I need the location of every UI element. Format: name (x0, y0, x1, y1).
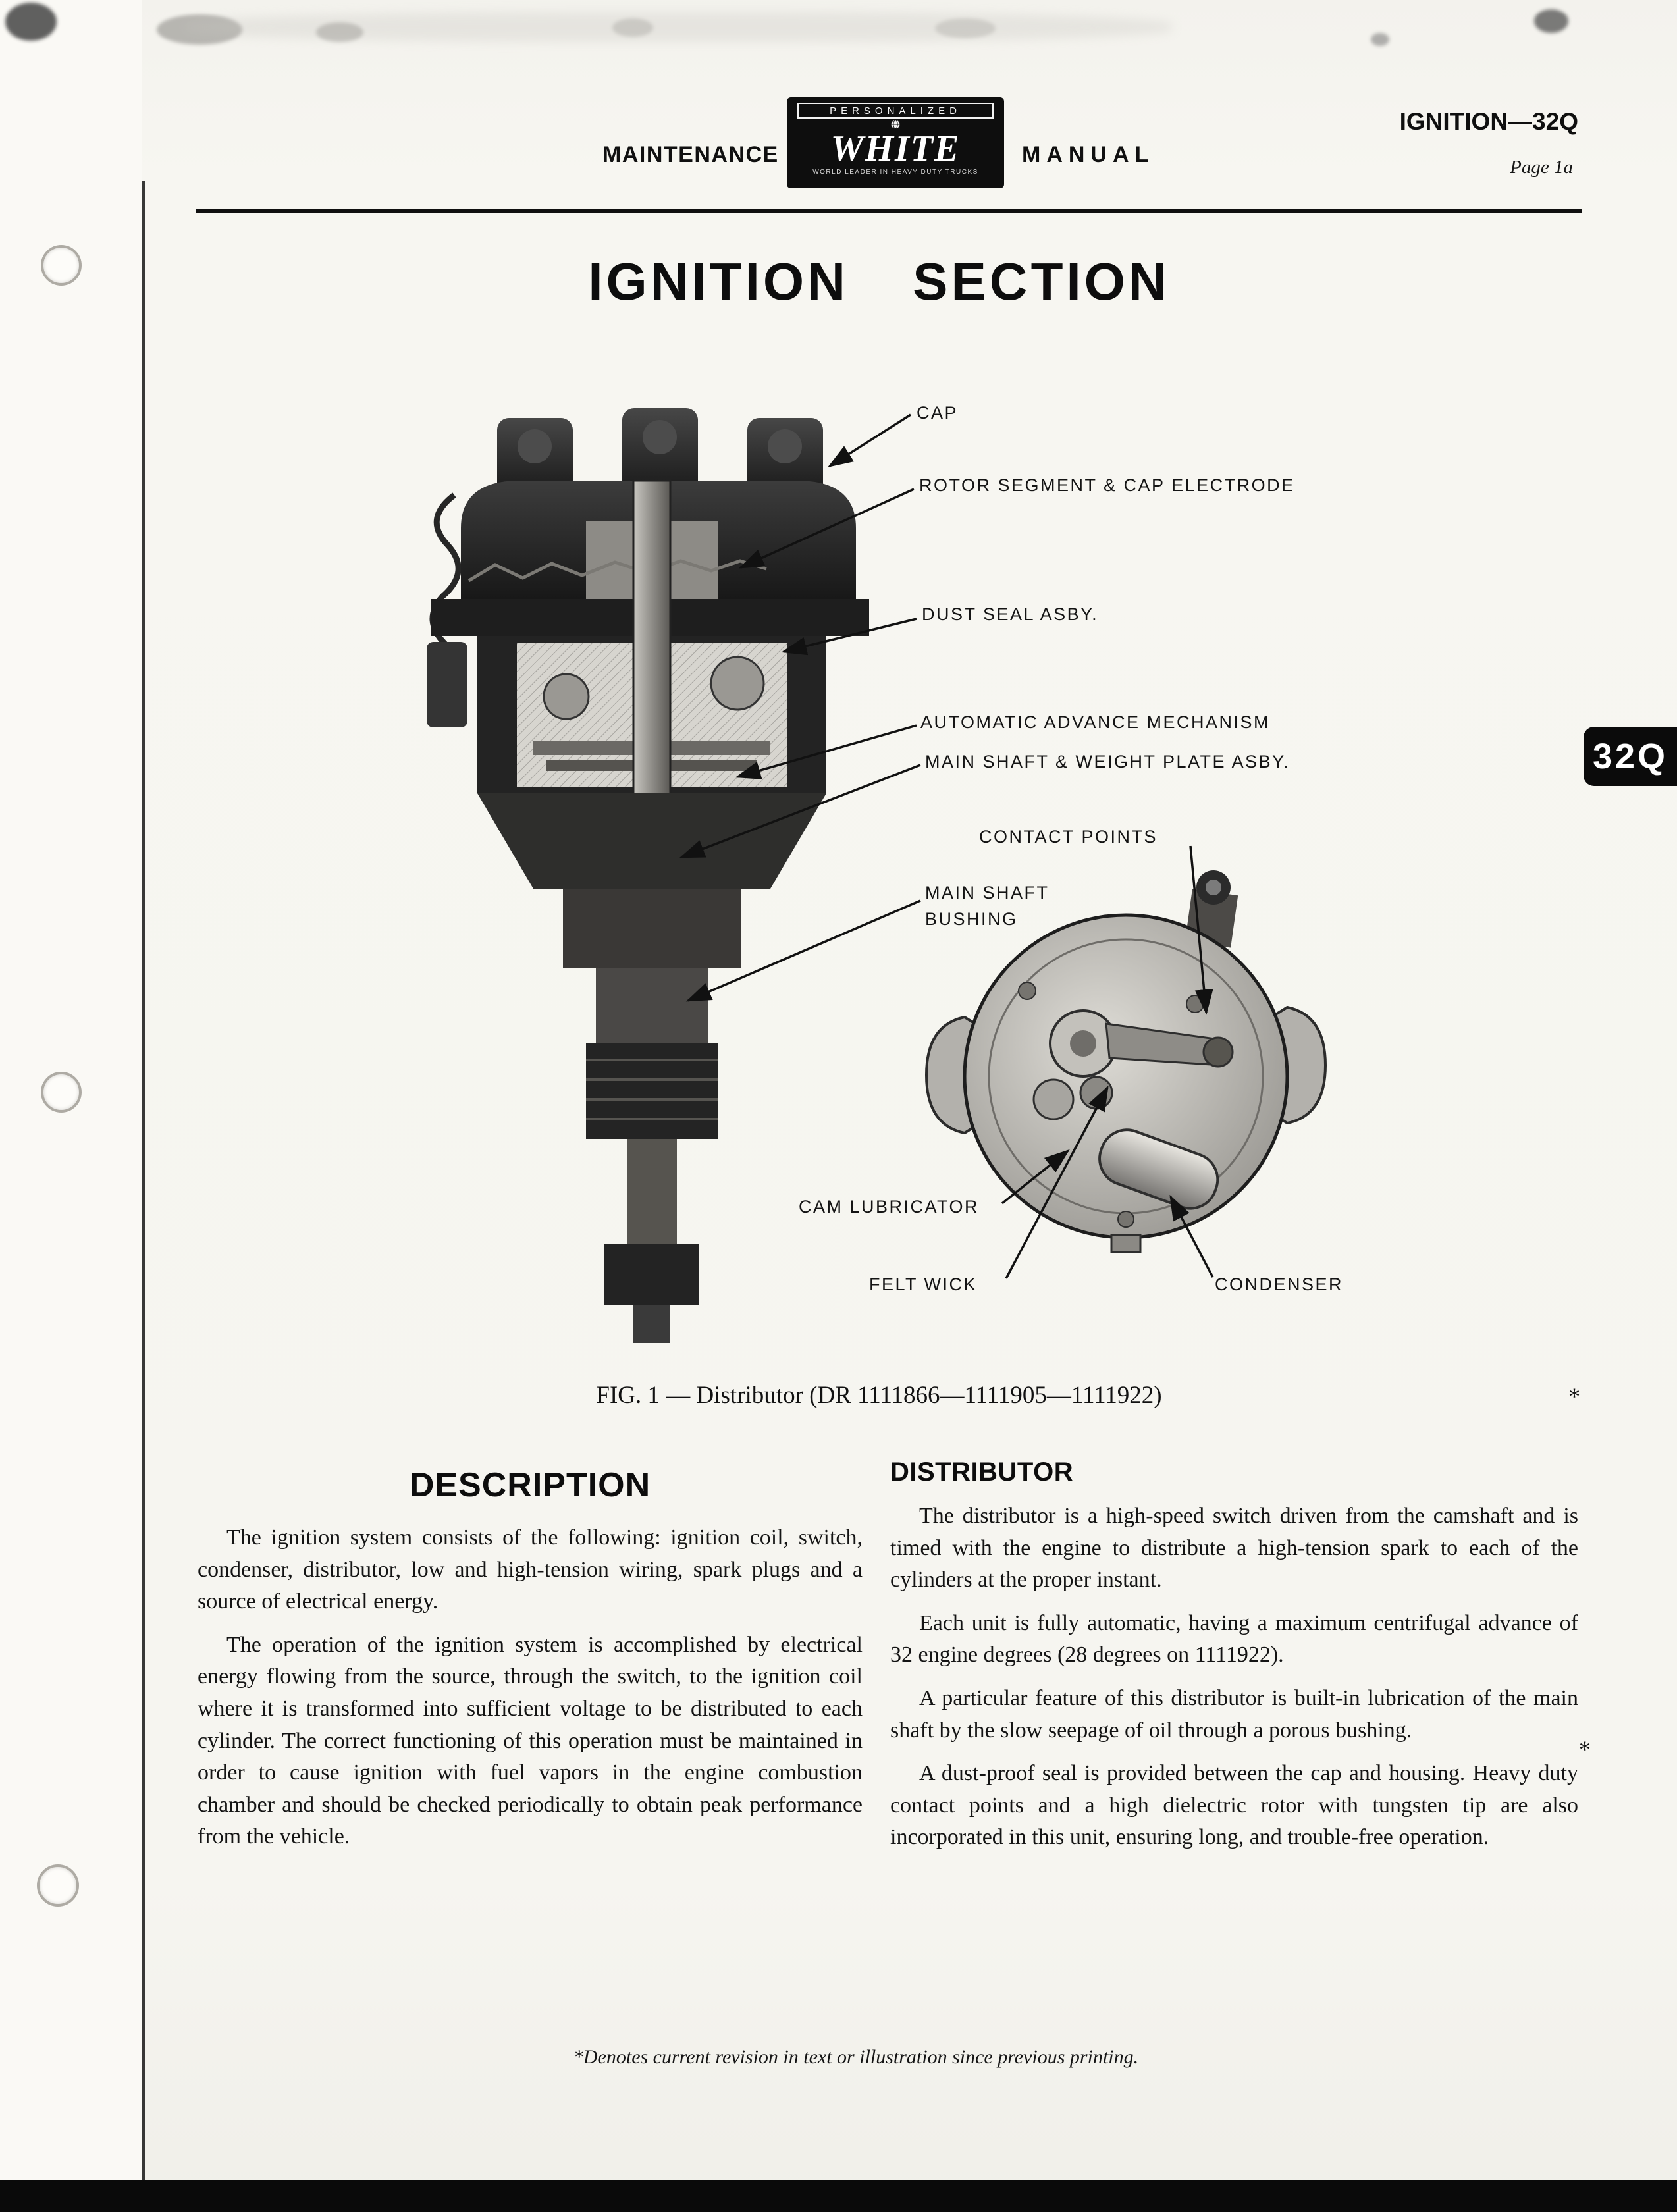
revision-footnote: *Denotes current revision in text or illustration since previous printing. (573, 2046, 1139, 2068)
page-title: IGNITION SECTION (588, 252, 1170, 311)
white-logo (787, 97, 1004, 188)
figure-label-condenser: CONDENSER (1215, 1275, 1344, 1294)
description-heading: DESCRIPTION (409, 1466, 651, 1504)
header-maintenance-label: MAINTENANCE (602, 142, 779, 167)
logo-tagline: WORLD LEADER IN HEAVY DUTY TRUCKS (812, 169, 978, 176)
caption-asterisk: * (1568, 1383, 1580, 1409)
figure-label-felt-wick: FELT WICK (869, 1275, 978, 1294)
scan-bottom-bar (0, 2180, 1677, 2212)
header-manual-label: MANUAL (1022, 142, 1155, 167)
figure-label-cap: CAP (917, 403, 959, 423)
logo-personalized-label: PERSONALIZED (797, 103, 994, 118)
header-rule (196, 209, 1582, 213)
figure-label-rotor-segment: ROTOR SEGMENT & CAP ELECTRODE (919, 475, 1295, 495)
figure-label-main-shaft-bushing (925, 880, 1050, 932)
distributor-paragraph: Each unit is fully automatic, having a maximum centrifugal advance of 32 engine degrees (28 degrees on 1111922). (890, 1610, 1578, 1668)
scan-smudge (612, 18, 653, 37)
description-section (198, 1465, 863, 1864)
header-section-ref: IGNITION—32Q (1399, 108, 1578, 135)
figure-label-automatic-advance: AUTOMATIC ADVANCE MECHANISM (920, 712, 1271, 732)
figure-label-main-shaft-weight-plate: MAIN SHAFT & WEIGHT PLATE ASBY. (925, 752, 1291, 772)
scan-smudge (316, 22, 363, 42)
scan-smudge (1371, 33, 1389, 46)
figure-label-cam-lubricator: CAM LUBRICATOR (799, 1197, 980, 1217)
distributor-paragraph: A particular feature of this distributor is built-in lubrication of the main shaft by the slow seepage of oil through a porous bushing. (890, 1686, 1578, 1743)
distributor-section (890, 1458, 1578, 1865)
figure-label-contact-points: CONTACT POINTS (979, 827, 1158, 847)
section-side-tab: 32Q (1584, 727, 1677, 786)
logo-white-wordmark: WHITE (830, 128, 961, 169)
punch-hole (41, 1072, 82, 1113)
description-paragraph: The ignition system consists of the following: ignition coil, switch, condenser, distributor, low and high-tension wiring, spark plugs and a source of electrical energy. (198, 1525, 863, 1614)
scan-smudge (1534, 9, 1568, 33)
distributor-heading: DISTRIBUTOR (890, 1458, 1074, 1487)
header-page-ref: Page 1a (1510, 157, 1573, 178)
figure-label-main-shaft: MAIN SHAFT (925, 883, 1050, 903)
scan-edge-line (142, 181, 145, 2182)
distributor-paragraph: A dust-proof seal is provided between the cap and housing. Heavy duty contact points and a high dielectric rotor with tungsten tip are also incorporated in this unit, ensuring long, and trouble-free operation. (890, 1761, 1578, 1850)
punch-hole (37, 1864, 79, 1907)
description-paragraph: The operation of the ignition system is accomplished by electrical energy flowing from the source, through the switch, to the ignition coil where it is transformed into sufficient voltage to be distributed to each cylinder. The correct functioning of this operation must be maintained in order to cause ignition with fuel vapors in the engine combustion chamber and should be checked periodically to obtain peak performance from the vehicle. (198, 1632, 863, 1849)
distributor-paragraph: The distributor is a high-speed switch driven from the camshaft and is timed with the engine to distribute a high-tension spark to each of the cylinders at the proper instant. (890, 1504, 1578, 1593)
scan-smudge (935, 18, 996, 38)
distributor-figure (369, 382, 1409, 1369)
figure-label-dust-seal: DUST SEAL ASBY. (922, 604, 1099, 624)
figure-caption: FIG. 1 — Distributor (DR 1111866—1111905—1111922) (596, 1382, 1162, 1409)
scan-smudge (5, 3, 57, 41)
punch-hole (41, 245, 82, 286)
revision-asterisk: * (1579, 1736, 1591, 1762)
figure-label-bushing: BUSHING (925, 909, 1018, 929)
